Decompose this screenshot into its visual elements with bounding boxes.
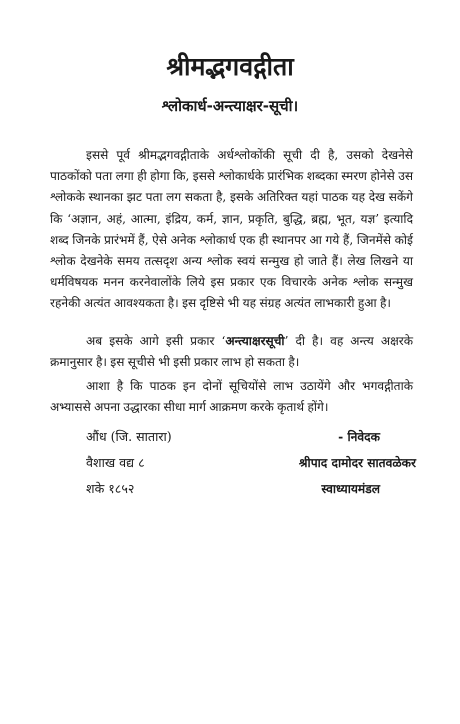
- signature-date: वैशाख वद्य ८: [86, 455, 145, 470]
- signature-row-1: [86, 426, 416, 448]
- paragraph-2-emphasis: अन्त्याक्षरसूची: [225, 334, 285, 348]
- page-subtitle: श्लोकार्ध-अन्त्याक्षर-सूची।: [161, 97, 299, 115]
- signature-role: - निवेदक: [338, 430, 380, 444]
- signature-org: स्वाध्यायमंडल: [321, 482, 380, 496]
- paragraph-2-text-start: अब इसके आगे इसी प्रकार ‘: [86, 334, 226, 348]
- paragraph-2-text-end: ’ दी है। वह अन्त्य अक्षरके क्रमानुसार है। इस सूचीसे भी इसी प्रकार लाभ हो सकता है।: [50, 334, 413, 370]
- body-paragraph-2: [50, 331, 413, 373]
- signature-row-3: [86, 478, 416, 500]
- signature-place: औंध (जि. सातारा): [86, 429, 172, 444]
- signature-year: शके १८५२: [86, 481, 135, 496]
- body-paragraph-3: आशा है कि पाठक इन दोनों सूचियोंसे लाभ उठायेंगे और भगवद्गीताके अभ्याससे अपना उद्धारका सीधा मार्ग आक्रमण करके कृतार्थ होंगे।: [50, 379, 413, 415]
- signature-row-2: [86, 452, 416, 474]
- body-paragraph-1: इससे पूर्व श्रीमद्भगवद्गीताके अर्धश्लोकोंकी सूची दी है, उसको देखनेसे पाठकोंको पता लगा ही होगा कि, इससे श्लोकार्धके प्रारंभिक शब्दका स्मरण होनेसे उस श्लोकके स्थानका झट पता लग सकता है, इसके अतिरिक्त यहां पाठक यह देख सकेंगे कि ‘अज्ञान, अहं, आत्मा, इंद्रिय, कर्म, ज्ञान, प्रकृति, बुद्धि, ब्रह्म, भूत, यज्ञ’ इत्यादि शब्द जिनके प्रारंभमें हैं, ऐसे अनेक श्लोकार्ध एक ही स्थानपर आ गये हैं, जिनमेंसे कोई श्लोक देखनेके समय तत्सदृश अन्य श्लोक स्वयं सन्मुख हो जाते हैं। लेख लिखने या धर्मविषयक मनन करनेवालोंके लिये इस प्रकार एक विचारके अनेक श्लोक सन्मुख रहनेकी अत्यंत आवश्यकता है। इस दृष्टिसे भी यह संग्रह अत्यंत लाभकारी हुआ है।: [50, 148, 413, 311]
- signature-author: श्रीपाद दामोदर सातवळेकर: [298, 456, 416, 470]
- page-title: श्रीमद्भगवद्गीता: [166, 52, 294, 81]
